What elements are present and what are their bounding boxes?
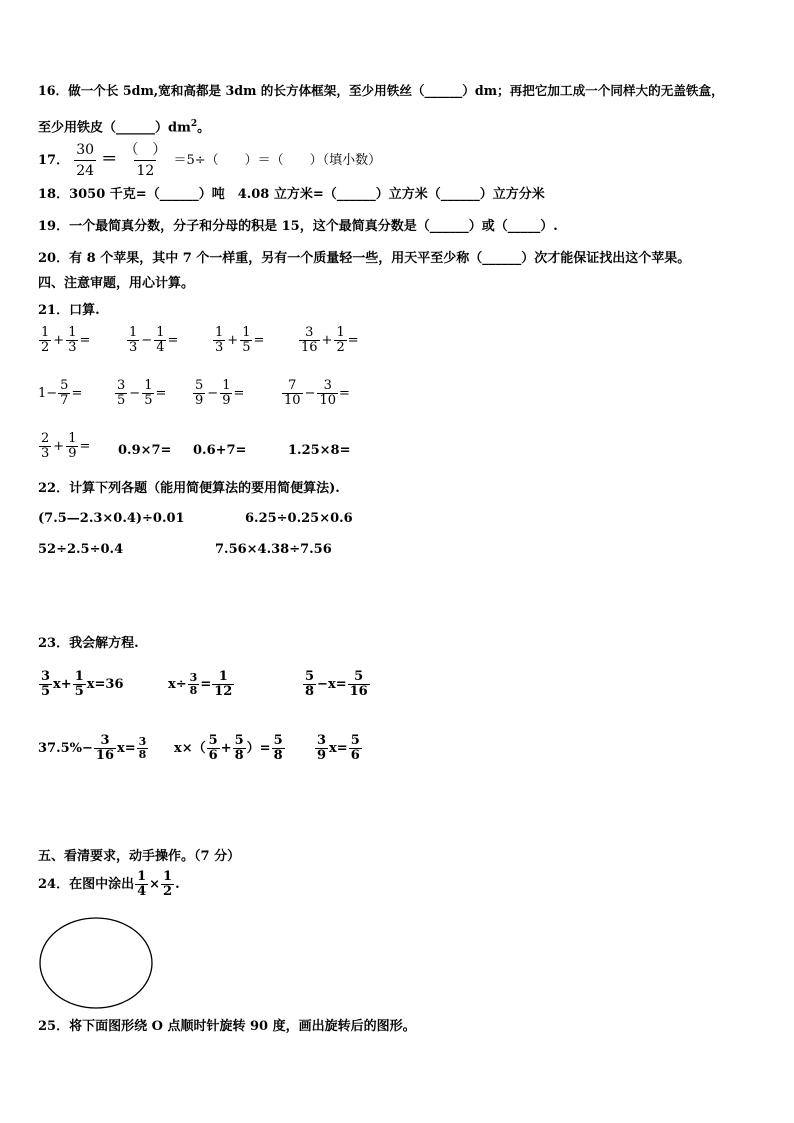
fraction: $\frac{1}{5}$ (242, 325, 251, 355)
q24-label: 24．在图中涂出 $\frac{1}{4}$ × $\frac{1}{2}$ . (38, 869, 180, 899)
q23-eq-4: 37.5%− $\frac{3}{16}$ x= $\frac{3}{8}$ (38, 733, 147, 763)
q21-label: 21．口算. (38, 303, 100, 318)
q23-eq-5: x×（ $\frac{5}{6}$ + $\frac{5}{8}$ ）= $\frac{5}{8}$ (174, 733, 283, 763)
q21-expr-11: 0.6+7= (193, 443, 247, 458)
q23-eq-3: $\frac{5}{8}$ −x= $\frac{5}{16}$ (305, 669, 368, 699)
q17-fraction-1: $\frac{30}{24}$ (76, 142, 95, 179)
fraction: $\frac{1}{3}$ (215, 325, 224, 355)
q19: 19．一个最简真分数，分子和分母的积是 15，这个最简真分数是（______）或（_____）. (38, 219, 558, 234)
section-4-heading: 四、注意审题，用心计算。 (38, 276, 195, 291)
fraction: $\frac{3}{16}$ (301, 325, 318, 355)
q17-fraction-2: $\frac{( )}{12}$ (124, 142, 167, 179)
q21-expr-9: $\frac{2}{3}$ + $\frac{1}{9}$ = (41, 431, 91, 461)
q24-circle[interactable] (40, 918, 152, 1008)
fraction: $\frac{3}{10}$ (319, 378, 336, 408)
q23-eq-1: $\frac{3}{5}$ x+ $\frac{1}{5}$ x=36 (41, 669, 124, 699)
q24-circle-figure[interactable] (36, 914, 156, 1014)
q23-eq-6: $\frac{3}{9}$ x= $\frac{5}{6}$ (317, 733, 360, 763)
fraction: $\frac{1}{9}$ (68, 431, 77, 461)
q21-expr-4: $\frac{3}{16}$ + $\frac{1}{2}$ = (301, 325, 359, 355)
q21-expr-6: $\frac{3}{5}$ − $\frac{1}{5}$ = (117, 378, 167, 408)
q21-expr-1: $\frac{1}{2}$ + $\frac{1}{3}$ = (41, 325, 91, 355)
q25: 25．将下面图形绕 O 点顺时针旋转 90 度，画出旋转后的图形。 (38, 1019, 416, 1034)
fraction: $\frac{2}{3}$ (41, 431, 50, 461)
q22-d: 7.56×4.38÷7.56 (215, 542, 332, 557)
q23-label: 23．我会解方程. (38, 636, 139, 651)
q22-b: 6.25÷0.25×0.6 (245, 511, 353, 526)
section-5-heading: 五、看清要求，动手操作。（7 分） (38, 849, 241, 864)
q17: 17． $\frac{30}{24}$ ＝ $\frac{( )}{12}$ ＝5÷（ ）＝（ ）（填小数） (38, 142, 382, 179)
q22-label: 22．计算下列各题（能用简便算法的要用简便算法). (38, 481, 340, 496)
fraction: $\frac{1}{3}$ (68, 325, 77, 355)
fraction: $\frac{1}{2}$ (336, 325, 345, 355)
q20: 20．有 8 个苹果，其中 7 个一样重，另有一个质量轻一些，用天平至少称（______）次才能保证找出这个苹果。 (38, 251, 691, 266)
q21-expr-8: $\frac{7}{10}$ − $\frac{3}{10}$ = (284, 378, 350, 408)
q21-expr-2: $\frac{1}{3}$ − $\frac{1}{4}$ = (129, 325, 179, 355)
fraction: $\frac{1}{9}$ (222, 378, 231, 408)
fraction: $\frac{7}{10}$ (284, 378, 301, 408)
fraction: $\frac{1}{2}$ (41, 325, 50, 355)
q22-a: (7.5—2.3×0.4)÷0.01 (38, 511, 185, 526)
q21-expr-7: $\frac{5}{9}$ − $\frac{1}{9}$ = (195, 378, 245, 408)
q22-c: 52÷2.5÷0.4 (38, 542, 124, 557)
fraction: $\frac{1}{3}$ (129, 325, 138, 355)
q23-eq-2: x÷ $\frac{3}{8}$ = $\frac{1}{12}$ (168, 669, 233, 699)
q21-expr-3: $\frac{1}{3}$ + $\frac{1}{5}$ = (215, 325, 265, 355)
q21-expr-5: 1− $\frac{5}{7}$ = (38, 378, 83, 408)
q21-expr-12: 1.25×8= (288, 443, 351, 458)
fraction: $\frac{1}{5}$ (144, 378, 153, 408)
fraction: $\frac{1}{4}$ (156, 325, 165, 355)
fraction: $\frac{5}{9}$ (195, 378, 204, 408)
q16-line1: 16．做一个长 5dm,宽和高都是 3dm 的长方体框架，至少用铁丝（______）dm；再把它加工成一个同样大的无盖铁盒， (38, 83, 724, 98)
q16-line2: 至少用铁皮$(\_\_\_\_\_\_)dm^2$。 (38, 119, 211, 136)
fraction: $\frac{5}{7}$ (60, 378, 69, 408)
q18: 18．3050 千克=（______）吨 4.08 立方米=（______）立方米（______）立方分米 (38, 187, 545, 202)
q21-expr-10: 0.9×7= (118, 443, 172, 458)
fraction: $\frac{3}{5}$ (117, 378, 126, 408)
